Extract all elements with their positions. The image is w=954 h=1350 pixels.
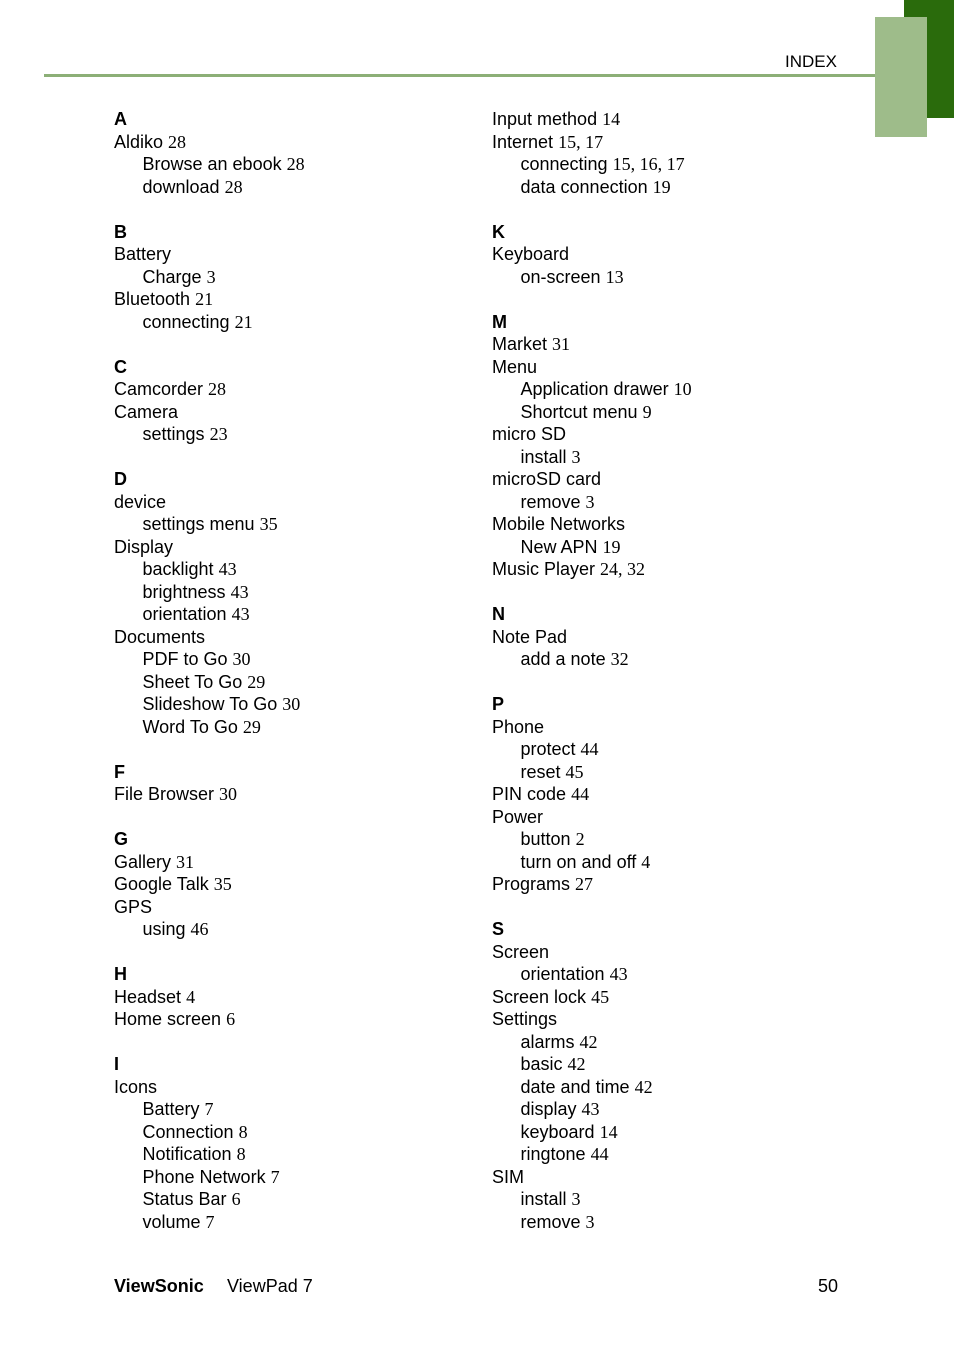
- index-subentry: [492, 378, 872, 401]
- index-subentry: [492, 1143, 872, 1166]
- index-subentry: [114, 1188, 474, 1211]
- section-letter: A: [114, 109, 127, 129]
- entry-pages: 44: [580, 739, 599, 759]
- entry-pages: 21: [234, 311, 253, 332]
- entry-pages: 6: [231, 1189, 241, 1209]
- footer-product: ViewPad 7: [227, 1276, 313, 1296]
- index-subentry: [492, 1053, 872, 1076]
- entry-term: micro SD: [492, 424, 567, 444]
- entry-term: Battery: [142, 1099, 200, 1119]
- index-entry: [114, 783, 474, 806]
- footer-brand: ViewSonic: [114, 1276, 204, 1296]
- index-entry: [114, 851, 474, 874]
- entry-term: PDF to Go: [142, 649, 228, 669]
- index-subentry: [492, 491, 872, 514]
- entry-pages: 19: [652, 176, 671, 197]
- index-entry: [492, 423, 872, 446]
- index-entry: [114, 131, 474, 154]
- entry-term: Keyboard: [492, 244, 570, 264]
- entry-term: Mobile Networks: [492, 514, 626, 534]
- index-entry: [492, 333, 872, 356]
- section-letter: F: [114, 761, 125, 782]
- entry-term: SIM: [492, 1166, 525, 1187]
- entry-pages: 10: [673, 379, 692, 399]
- entry-term: settings menu: [142, 514, 255, 534]
- entry-pages: 3: [571, 446, 581, 467]
- entry-pages: 42: [634, 1076, 653, 1097]
- index-subentry: [114, 1098, 474, 1121]
- entry-term: Browse an ebook: [142, 154, 282, 174]
- entry-pages: 28: [208, 379, 227, 399]
- entry-pages: 43: [218, 559, 237, 579]
- index-subentry: [492, 401, 872, 424]
- section-letter: H: [114, 964, 127, 984]
- entry-pages: 15, 16, 17: [612, 154, 685, 174]
- entry-term: connecting: [520, 154, 608, 174]
- index-subentry: [114, 513, 474, 536]
- entry-pages: 3: [571, 1189, 581, 1209]
- entry-term: GPS: [114, 896, 153, 917]
- entry-pages: 7: [205, 1211, 215, 1232]
- entry-pages: 23: [209, 424, 228, 444]
- entry-term: brightness: [142, 581, 226, 602]
- entry-pages: 21: [195, 289, 214, 309]
- entry-term: Charge: [142, 266, 202, 287]
- entry-pages: 43: [230, 581, 249, 602]
- index-entry: [114, 401, 474, 424]
- index-entry: [492, 806, 872, 829]
- index-subentry: [492, 761, 872, 784]
- entry-term: remove: [520, 1211, 581, 1232]
- index-subentry: [492, 648, 872, 671]
- entry-term: Status Bar: [142, 1189, 227, 1209]
- section-letter: K: [492, 221, 505, 242]
- index-subentry: [114, 1121, 474, 1144]
- entry-term: install: [520, 446, 567, 467]
- entry-pages: 7: [270, 1166, 280, 1187]
- entry-term: reset: [520, 761, 561, 782]
- entry-pages: 13: [605, 266, 624, 287]
- index-entry: [492, 243, 872, 266]
- entry-term: using: [142, 919, 186, 939]
- entry-term: Camera: [114, 401, 179, 422]
- entry-term: Application drawer: [520, 379, 669, 399]
- index-section: [492, 108, 872, 198]
- entry-pages: 42: [579, 1031, 598, 1052]
- index-entry: [114, 896, 474, 919]
- entry-term: Battery: [114, 244, 172, 264]
- index-subentry: [492, 1188, 872, 1211]
- entry-term: backlight: [142, 559, 214, 579]
- index-subentry: [114, 603, 474, 626]
- entry-term: Screen lock: [492, 986, 587, 1007]
- entry-term: protect: [520, 739, 576, 759]
- entry-pages: 44: [590, 1144, 609, 1164]
- entry-pages: 31: [176, 851, 195, 872]
- index-entry: [114, 1008, 474, 1031]
- entry-pages: 27: [575, 874, 594, 894]
- entry-term: keyboard: [520, 1121, 595, 1142]
- entry-term: add a note: [520, 649, 606, 669]
- entry-pages: 43: [609, 964, 628, 984]
- index-subentry: [492, 851, 872, 874]
- entry-pages: 35: [213, 874, 232, 894]
- entry-term: connecting: [142, 311, 230, 332]
- index-entry: [492, 941, 872, 964]
- entry-pages: 3: [206, 266, 216, 287]
- entry-term: remove: [520, 491, 581, 512]
- entry-term: device: [114, 491, 167, 512]
- entry-term: data connection: [520, 176, 648, 197]
- entry-pages: 30: [219, 784, 238, 804]
- entry-term: Screen: [492, 941, 550, 962]
- entry-term: volume: [142, 1211, 201, 1232]
- index-entry: [492, 558, 872, 581]
- entry-term: ringtone: [520, 1144, 586, 1164]
- entry-term: Gallery: [114, 851, 172, 872]
- section-letter: N: [492, 604, 505, 624]
- header-title: INDEX: [785, 52, 837, 71]
- index-subentry: [492, 176, 872, 199]
- index-entry: [492, 1166, 872, 1189]
- entry-pages: 28: [286, 154, 305, 174]
- index-subentry: [492, 446, 872, 469]
- entry-term: Aldiko: [114, 131, 164, 152]
- entry-term: Music Player: [492, 559, 596, 579]
- entry-term: File Browser: [114, 784, 215, 804]
- entry-pages: 14: [599, 1121, 618, 1142]
- entry-pages: 7: [204, 1099, 214, 1119]
- entry-pages: 45: [565, 761, 584, 782]
- entry-term: Slideshow To Go: [142, 694, 278, 714]
- entry-term: date and time: [520, 1076, 630, 1097]
- index-entry: [114, 873, 474, 896]
- index-subentry: [492, 1031, 872, 1054]
- entry-pages: 43: [581, 1099, 600, 1119]
- index-entry: [114, 536, 474, 559]
- entry-pages: 42: [567, 1054, 586, 1074]
- entry-pages: 14: [602, 109, 621, 129]
- section-letter: C: [114, 356, 127, 377]
- entry-term: Connection: [142, 1121, 234, 1142]
- index-subentry: [492, 828, 872, 851]
- entry-pages: 32: [610, 649, 629, 669]
- index-section: [114, 761, 474, 806]
- entry-term: Phone Network: [142, 1166, 266, 1187]
- entry-term: install: [520, 1189, 567, 1209]
- entry-pages: 3: [585, 491, 595, 512]
- index-subentry: [492, 1076, 872, 1099]
- entry-term: Settings: [492, 1009, 558, 1029]
- entry-pages: 35: [259, 514, 278, 534]
- index-entry: [492, 986, 872, 1009]
- index-subentry: [492, 1098, 872, 1121]
- entry-pages: 28: [224, 176, 243, 197]
- entry-term: Shortcut menu: [520, 401, 638, 422]
- entry-pages: 30: [232, 649, 251, 669]
- entry-term: Sheet To Go: [142, 671, 243, 692]
- entry-term: Input method: [492, 109, 598, 129]
- section-letter: M: [492, 311, 507, 332]
- index-entry: [492, 108, 872, 131]
- entry-pages: 44: [571, 784, 590, 804]
- entry-term: button: [520, 829, 571, 849]
- entry-pages: 24, 32: [600, 559, 646, 579]
- index-section: [492, 603, 872, 671]
- index-entry: [114, 626, 474, 649]
- header-rule: [44, 74, 875, 77]
- corner-tab-light: [875, 17, 927, 137]
- entry-term: Internet: [492, 131, 554, 152]
- entry-term: Icons: [114, 1076, 158, 1097]
- index-entry: [492, 131, 872, 154]
- index-subentry: [492, 536, 872, 559]
- index-subentry: [114, 311, 474, 334]
- index-subentry: [114, 693, 474, 716]
- page-number: 50: [818, 1276, 839, 1296]
- entry-term: Menu: [492, 356, 538, 377]
- entry-pages: 3: [585, 1211, 595, 1232]
- entry-term: Google Talk: [114, 874, 209, 894]
- index-entry: [114, 491, 474, 514]
- index-section: [114, 828, 474, 941]
- index-subentry: [492, 963, 872, 986]
- section-letter: G: [114, 829, 129, 849]
- entry-term: New APN: [520, 536, 598, 557]
- entry-term: Programs: [492, 874, 571, 894]
- entry-pages: 46: [190, 919, 209, 939]
- entry-term: PIN code: [492, 784, 567, 804]
- index-subentry: [492, 266, 872, 289]
- section-letter: B: [114, 221, 127, 242]
- index-section: [114, 221, 474, 334]
- entry-term: Word To Go: [142, 716, 238, 737]
- index-subentry: [114, 176, 474, 199]
- index-subentry: [114, 1143, 474, 1166]
- index-subentry: [114, 918, 474, 941]
- entry-term: Home screen: [114, 1009, 222, 1029]
- index-subentry: [114, 581, 474, 604]
- entry-term: download: [142, 176, 220, 197]
- index-entry: [492, 873, 872, 896]
- entry-term: settings: [142, 424, 205, 444]
- section-letter: I: [114, 1054, 120, 1074]
- entry-pages: 2: [575, 829, 585, 849]
- entry-term: Bluetooth: [114, 289, 191, 309]
- entry-term: on-screen: [520, 266, 601, 287]
- index-subentry: [492, 1121, 872, 1144]
- index-entry: [492, 716, 872, 739]
- entry-pages: 4: [186, 986, 196, 1007]
- index-subentry: [492, 153, 872, 176]
- entry-term: display: [520, 1099, 577, 1119]
- index-subentry: [492, 738, 872, 761]
- entry-pages: 43: [231, 604, 250, 624]
- entry-pages: 30: [282, 694, 301, 714]
- section-letter: S: [492, 919, 505, 939]
- entry-term: basic: [520, 1054, 563, 1074]
- index-subentry: [492, 1211, 872, 1234]
- entry-term: turn on and off: [520, 851, 637, 872]
- index-entry: [114, 378, 474, 401]
- section-letter: D: [114, 469, 127, 489]
- entry-pages: 8: [236, 1144, 246, 1164]
- index-entry: [492, 1008, 872, 1031]
- index-subentry: [114, 1211, 474, 1234]
- index-subentry: [114, 423, 474, 446]
- index-entry: [114, 288, 474, 311]
- entry-term: Camcorder: [114, 379, 204, 399]
- entry-pages: 28: [168, 131, 187, 152]
- entry-term: orientation: [142, 604, 227, 624]
- index-entry: [492, 468, 872, 491]
- index-entry: [492, 356, 872, 379]
- index-section: [114, 108, 474, 198]
- index-section: [492, 918, 872, 1233]
- index-subentry: [114, 716, 474, 739]
- index-section: [114, 468, 474, 738]
- index-section: [492, 693, 872, 896]
- index-entry: [492, 626, 872, 649]
- index-section: [114, 1053, 474, 1233]
- index-subentry: [114, 558, 474, 581]
- entry-term: Notification: [142, 1144, 232, 1164]
- index-subentry: [114, 153, 474, 176]
- index-entry: [492, 513, 872, 536]
- entry-term: Phone: [492, 716, 545, 737]
- index-column-left: [114, 108, 474, 1256]
- entry-term: Power: [492, 806, 544, 827]
- index-section: [492, 221, 872, 289]
- index-subentry: [114, 648, 474, 671]
- index-section: [114, 356, 474, 446]
- entry-pages: 4: [641, 851, 651, 872]
- entry-pages: 6: [226, 1009, 236, 1029]
- entry-pages: 29: [247, 671, 266, 692]
- entry-pages: 45: [591, 986, 610, 1007]
- entry-term: Display: [114, 536, 174, 557]
- index-entry: [492, 783, 872, 806]
- entry-term: orientation: [520, 964, 605, 984]
- section-letter: P: [492, 694, 505, 714]
- index-section: [114, 963, 474, 1031]
- index-entry: [114, 1076, 474, 1099]
- entry-pages: 19: [602, 536, 621, 557]
- index-column-right: [492, 108, 872, 1256]
- index-subentry: [114, 671, 474, 694]
- entry-pages: 15, 17: [558, 131, 604, 152]
- entry-term: Note Pad: [492, 626, 568, 647]
- entry-term: microSD card: [492, 469, 602, 489]
- entry-term: alarms: [520, 1031, 575, 1052]
- entry-term: Market: [492, 334, 548, 354]
- entry-pages: 31: [552, 334, 571, 354]
- index-subentry: [114, 1166, 474, 1189]
- entry-pages: 29: [242, 716, 261, 737]
- index-entry: [114, 986, 474, 1009]
- index-entry: [114, 243, 474, 266]
- index-subentry: [114, 266, 474, 289]
- entry-pages: 8: [238, 1121, 248, 1142]
- entry-term: Headset: [114, 986, 182, 1007]
- index-section: [492, 311, 872, 581]
- entry-pages: 9: [642, 401, 652, 422]
- entry-term: Documents: [114, 626, 206, 647]
